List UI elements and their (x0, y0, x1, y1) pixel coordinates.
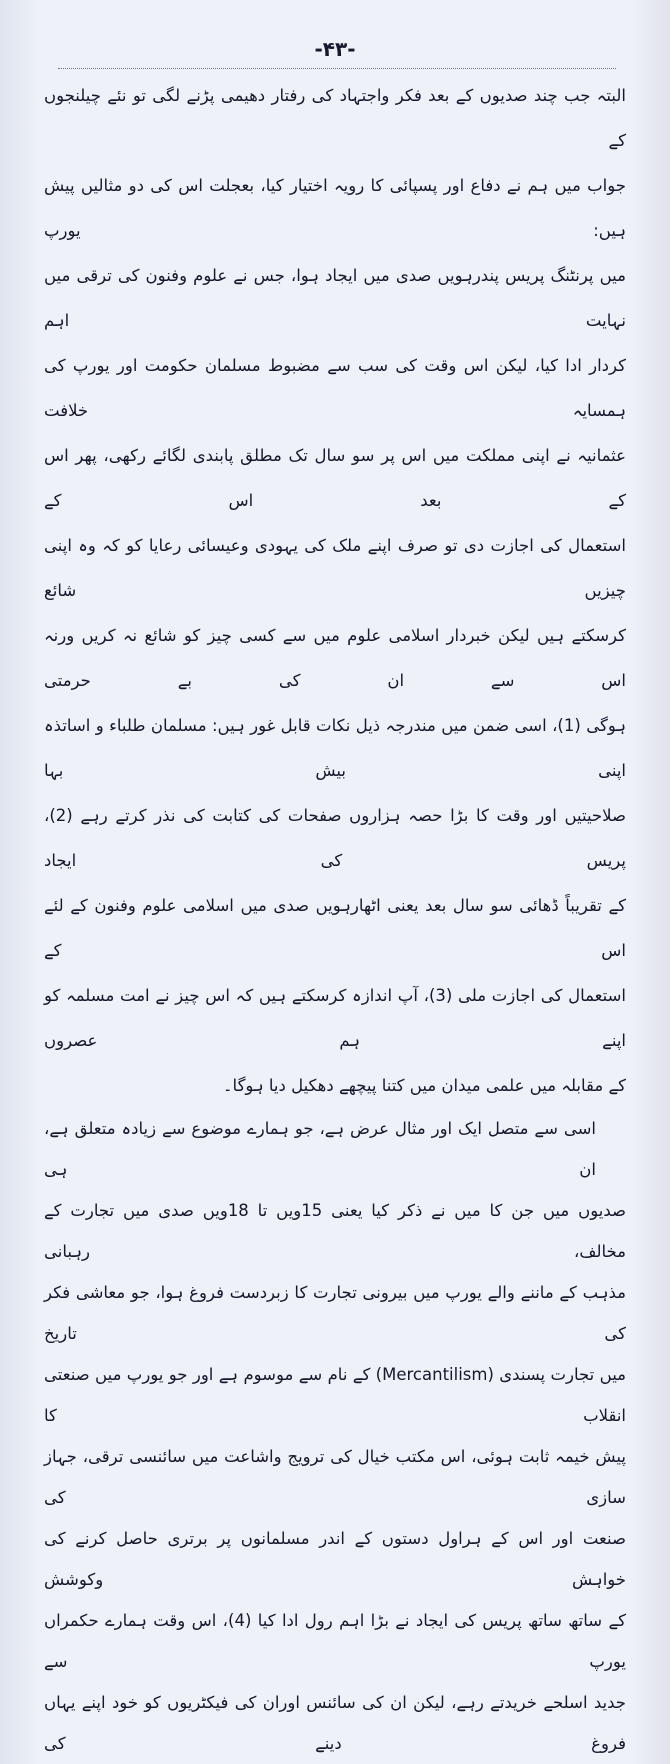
text-line: مذہب کے ماننے والے یورپ میں بیرونی تجارت کا زبردست فروغ ہوا، جو معاشی فکر کی تاریخ (44, 1283, 626, 1343)
text-line: البتہ جب چند صدیوں کے بعد فکر واجتہاد کی رفتار دھیمی پڑنے لگی تو نئے چیلنجوں کے (44, 86, 626, 150)
text-line: صنعت اور اس کے ہراول دستوں کے اندر مسلمانوں پر برتری حاصل کرنے کی خواہش وکوشش (44, 1529, 626, 1589)
page-number: -۴۳- (314, 37, 356, 61)
text-line: پیش خیمہ ثابت ہوئی، اس مکتب خیال کی ترویج واشاعت میں سائنسی ترقی، جہاز سازی کی (44, 1447, 626, 1507)
text-line: جدید اسلحے خریدتے رہے، لیکن ان کی سائنس اوران کی فیکٹریوں کو خود اپنے یہاں فروغ دینے کی (44, 1693, 626, 1753)
text-line: کردار ادا کیا، لیکن اس وقت کی سب سے مضبوط مسلمان حکومت اور یورپ کی ہمسایہ خلافت (44, 356, 626, 420)
paragraph (44, 73, 626, 1108)
page-body (44, 73, 626, 1764)
text-line: میں پرنٹنگ پریس پندرہویں صدی میں ایجاد ہوا، جس نے علوم وفنون کی ترقی میں نہایت اہم (44, 266, 626, 330)
text-line: اسی سے متصل ایک اور مثال عرض ہے، جو ہمارے موضوع سے زیادہ متعلق ہے، ان ہی (44, 1119, 596, 1179)
text-line: کرسکتے ہیں لیکن خبردار اسلامی علوم میں سے کسی چیز کو شائع نہ کریں ورنہ اس سے ان کی بے حرمتی (44, 626, 626, 690)
text-line: جواب میں ہم نے دفاع اور پسپائی کا رویہ اختیار کیا، بعجلت اس کی دو مثالیں پیش ہیں: یورپ (44, 176, 626, 240)
text-line: کے مقابلہ میں علمی میدان میں کتنا پیچھے دھکیل دیا ہوگا۔ (222, 1076, 626, 1095)
header-divider (58, 68, 616, 69)
text-line: عثمانیہ نے اپنی مملکت میں اس پر سو سال تک مطلق پابندی لگائے رکھی، پھر اس کے بعد اس کے (44, 446, 626, 510)
text-line: صدیوں میں جن کا میں نے ذکر کیا یعنی 15ویں تا 18ویں صدی میں تجارت کے مخالف، رہبانی (44, 1201, 627, 1261)
text-line: ہوگی (1)، اسی ضمن میں مندرجہ ذیل نکات قابل غور ہیں: مسلمان طلباء و اساتذہ اپنی بیش بہا (44, 716, 627, 780)
text-line: استعمال کی اجازت دی تو صرف اپنے ملک کی یہودی وعیسائی رعایا کو کہ وہ اپنی چیزیں شائع (44, 536, 626, 600)
text-line: کے ساتھ ساتھ پریس کی ایجاد نے بڑا اہم رول ادا کیا (4)، اس وقت ہمارے حکمراں یورپ سے (44, 1611, 626, 1671)
text-line: میں تجارت پسندی (Mercantilism) کے نام سے موسوم ہے اور جو یورپ میں صنعتی انقلاب کا (44, 1365, 627, 1425)
text-line: صلاحیتیں اور وقت کا بڑا حصہ ہزاروں صفحات کی کتابت کی نذر کرتے رہے (2)، پریس کی ایجاد (44, 806, 626, 870)
paragraph (44, 1108, 626, 1764)
text-line: استعمال کی اجازت ملی (3)، آپ اندازہ کرسکتے ہیں کہ اس چیز نے امت مسلمہ کو اپنے ہم عصروں (44, 986, 626, 1050)
text-line: کے تقریباً ڈھائی سو سال بعد یعنی اٹھارہویں صدی میں اسلامی علوم وفنون کے لئے اس کے (44, 896, 626, 960)
